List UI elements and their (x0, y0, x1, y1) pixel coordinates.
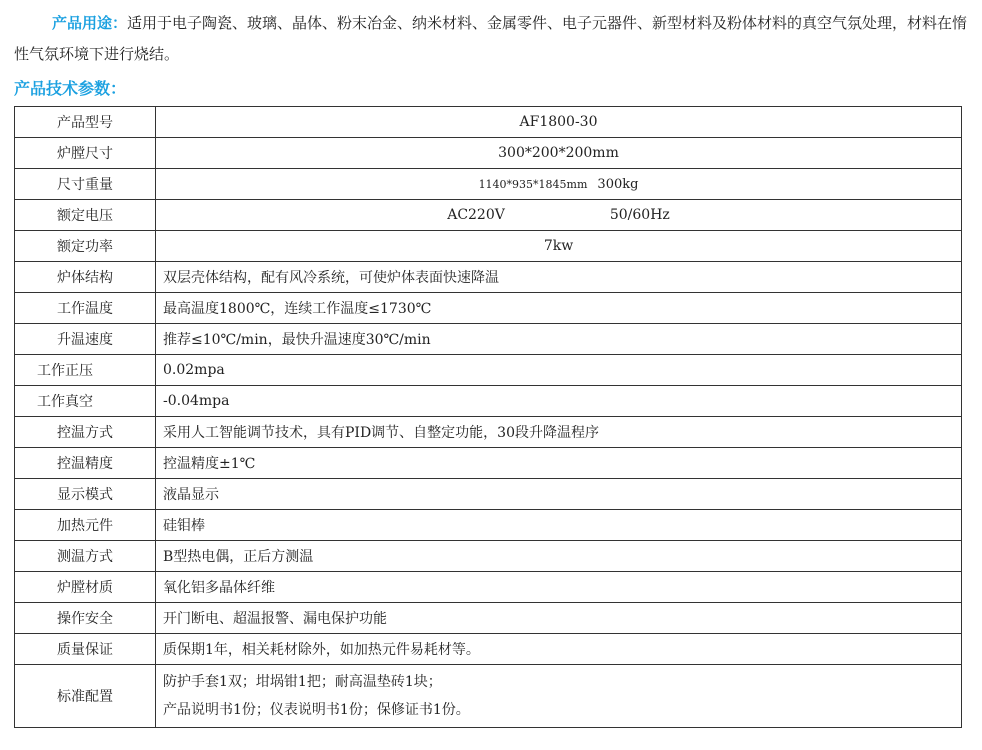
table-row (15, 107, 962, 138)
spec-key: 尺寸重量 (15, 169, 156, 200)
table-row (15, 541, 962, 572)
spec-section-title: 产品技术参数： (14, 79, 127, 98)
spec-value: 7kw (156, 231, 962, 262)
table-row (15, 386, 962, 417)
table-row (15, 572, 962, 603)
spec-value: 氧化铝多晶体纤维 (156, 572, 962, 603)
spec-table (14, 106, 962, 728)
spec-value: 质保期1年，相关耗材除外，如加热元件易耗材等。 (156, 634, 962, 665)
table-row (15, 231, 962, 262)
usage-text: 适用于电子陶瓷、玻璃、晶体、粉末冶金、纳米材料、金属零件、电子元器件、新型材料及粉体材料的真空气氛处理，材料在惰性气氛环境下进行烧结。 (14, 14, 968, 63)
spec-key: 标准配置 (15, 665, 156, 728)
table-row (15, 448, 962, 479)
table-row (15, 138, 962, 169)
spec-value: 最高温度1800℃，连续工作温度≤1730℃ (156, 293, 962, 324)
spec-value: AF1800-30 (156, 107, 962, 138)
config-line-2: 产品说明书1份；仪表说明书1份；保修证书1份。 (163, 702, 470, 718)
voltage-value: AC220V (447, 207, 505, 223)
spec-key: 炉膛材质 (15, 572, 156, 603)
spec-key: 操作安全 (15, 603, 156, 634)
weight-value: 300kg (597, 176, 639, 192)
spec-key: 升温速度 (15, 324, 156, 355)
spec-value: 液晶显示 (156, 479, 962, 510)
spec-value: 0.02mpa (156, 355, 962, 386)
spec-key: 测温方式 (15, 541, 156, 572)
spec-key: 加热元件 (15, 510, 156, 541)
spec-key: 工作正压 (15, 355, 156, 386)
table-row (15, 510, 962, 541)
spec-value: 300*200*200mm (156, 138, 962, 169)
table-row (15, 355, 962, 386)
spec-value: 双层壳体结构，配有风冷系统，可使炉体表面快速降温 (156, 262, 962, 293)
spec-value: -0.04mpa (156, 386, 962, 417)
dimension-value: 1140*935*1845mm (478, 177, 588, 191)
spec-value (156, 665, 962, 728)
table-row (15, 262, 962, 293)
spec-key: 额定电压 (15, 200, 156, 231)
usage-label: 产品用途： (52, 14, 128, 32)
spec-value: 采用人工智能调节技术，具有PID调节、自整定功能，30段升降温程序 (156, 417, 962, 448)
table-row (15, 634, 962, 665)
spec-value (156, 200, 962, 231)
spec-value (156, 169, 962, 200)
table-row (15, 293, 962, 324)
spec-key: 显示模式 (15, 479, 156, 510)
config-line-1: 防护手套1双；坩埚钳1把；耐高温垫砖1块； (163, 674, 442, 690)
spec-value: B型热电偶，正后方测温 (156, 541, 962, 572)
spec-value: 控温精度±1℃ (156, 448, 962, 479)
spec-value: 开门断电、超温报警、漏电保护功能 (156, 603, 962, 634)
product-usage (14, 8, 974, 70)
table-row (15, 324, 962, 355)
spec-key: 质量保证 (15, 634, 156, 665)
table-row (15, 479, 962, 510)
frequency-value: 50/60Hz (609, 207, 670, 223)
spec-key: 控温方式 (15, 417, 156, 448)
spec-key: 工作真空 (15, 386, 156, 417)
spec-key: 产品型号 (15, 107, 156, 138)
spec-key: 控温精度 (15, 448, 156, 479)
table-row (15, 169, 962, 200)
spec-key: 额定功率 (15, 231, 156, 262)
table-row (15, 665, 962, 728)
spec-key: 炉膛尺寸 (15, 138, 156, 169)
spec-value: 推荐≤10℃/min，最快升温速度30℃/min (156, 324, 962, 355)
spec-key: 工作温度 (15, 293, 156, 324)
table-row (15, 417, 962, 448)
table-row (15, 200, 962, 231)
spec-value: 硅钼棒 (156, 510, 962, 541)
table-row (15, 603, 962, 634)
spec-key: 炉体结构 (15, 262, 156, 293)
